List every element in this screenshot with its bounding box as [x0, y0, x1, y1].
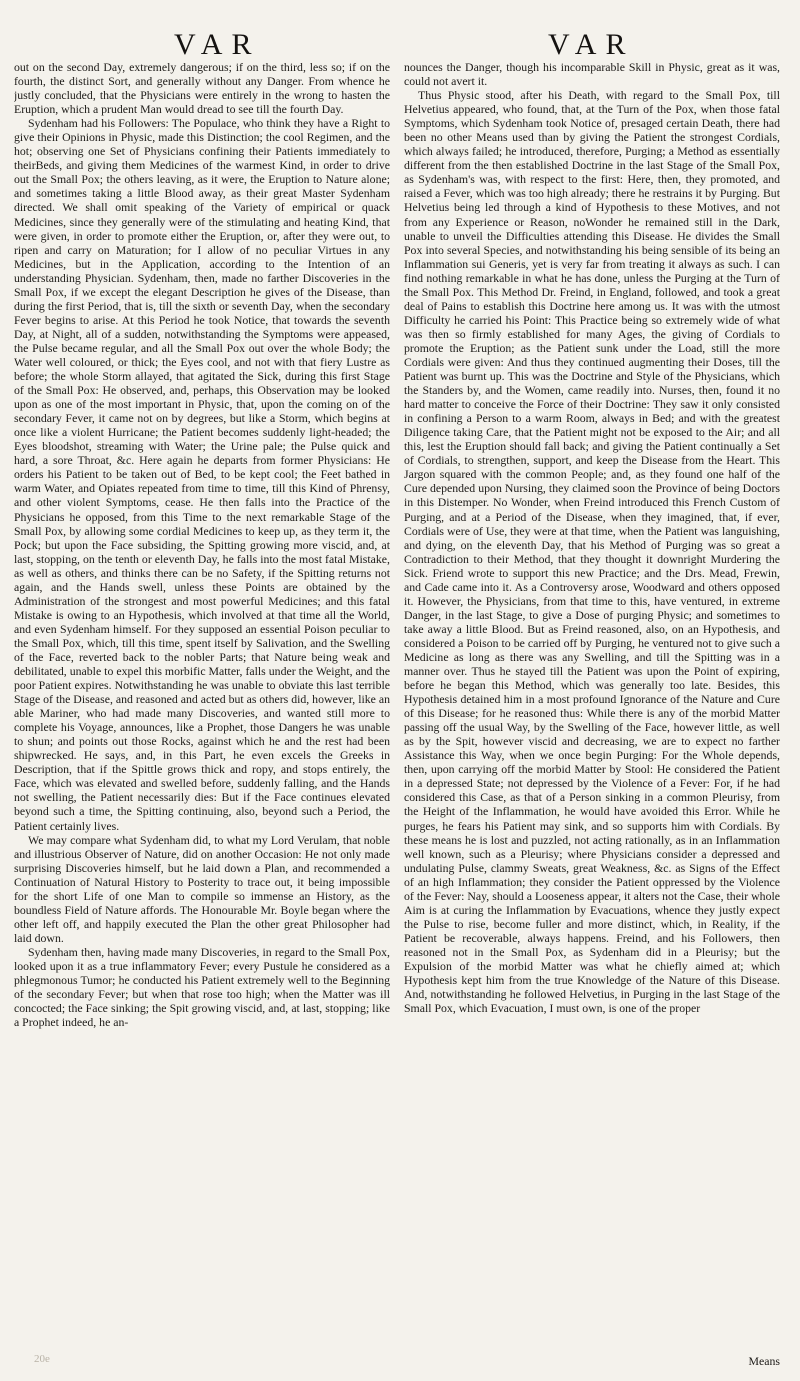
left-column — [14, 60, 390, 1360]
running-head — [14, 14, 780, 60]
paragraph: We may compare what Sydenham did, to what my Lord Verulam, that noble and illustrious Observer of Nature, did on another Occasion: He not only made surprising Discoveries himself, but he laid down a Plan, and recommended a Continuation of Natural History to Posterity to trace out, it being impossible for the short Life of one Man to compile so immense an History, as the boundless Field of Nature affords. The Honourable Mr. Boyle began where the other left off, and happily executed the Plan the other great Philosopher had laid down. — [14, 832, 390, 945]
paragraph: Sydenham had his Followers: The Populace, who think they have a Right to give their Opinions in Physic, made this Distinction; the cool Regimen, and the hot; observing one Set of Physicians confining their Patients immediately to theirBeds, and giving them Medicines of the warmest Kind, in order to drive out the Small Pox; the others leaving, as it were, the Eruption to Nature alone; and sometimes taking a little Blood away, as their great Master Sydenham directed. We shall omit speaking of the Variety of empirical or quack Medicines, since they generally were of the stimulating and heating Kind, that were given, in order to promote either the Eruption, or, after they were out, to ripen and carry on Maturation; for I allow of no peculiar Virtues in any Medicines, but in the Application, according to the Intention of an understanding Physician. Sydenham, then, made no farther Discoveries in the Small Pox, if we except the elegant Description he gives of the Disease, than during the first Period, that is, till the sixth or seventh Day, when the secondary Fever begins to arise. At this Period he took Notice, that towards the seventh Day, at Night, all of a sudden, notwithstanding the Symptoms were appeased, the Pulse became regular, and all the Small Pox out over the whole Body; the Water well coloured, or thick; the Eyes cool, and not with that fiery Lustre as before; the whole Storm allayed, that agitated the Sick, during this first Stage of the Small Pox: He observed, and, perhaps, this Observation may be looked upon as one of the most important in Physic, that, upon the coming on of the secondary Fever, it came not on by degrees, but like a Storm, which begins at once like a violent Hurricane; the Patient becomes suddenly light-headed; the Eyes bloodshot, streaming with Water; the Urine pale; the Pulse quick and hard, a sore Throat, &c. Here again he departs from former Physicians: He orders his Patient to be taken out of Bed, to be kept cool; the Feet bathed in warm Water, and Opiates repeated from time to time, till this Kind of Phrensy, and other violent Symptoms, cease. He then falls into the Practice of the Physicians he opposed, from this Time to the next remarkable Stage of the Small Pox, by allowing some cordial Medicines to keep up, as they term it, the Pock; but upon the Face subsiding, the Spitting growing more viscid, and, at last, stopping, on the tenth or eleventh Day, he falls into the most fatal Mistake, as well as others, and thinks there can be no Safety, if the Spitting returns not again, and the Hands swell, unless these Points are obtained by the Administration of the strongest and most powerful Medicines; and this fatal Mistake is owing to an Hypothesis, which involved at that time all the World, and even Sydenham himself. For they supposed an essential Poison peculiar to the Small Pox, which, till this time, spent itself by Salivation, and the Swelling of the Face, reverted back to the nobler Parts; that Nature being weak and debilitated, unable to expel this morbific Matter, falls under the Weight, and the poor Patient expires. Notwithstanding he was unable to obviate this last terrible Stage of the Disease, and reasoned and acted but as others did, however, like an able Mariner, who had made many Discoveries, and wanted still more to complete his Voyage, announces, like a Prophet, those Dangers he was unable to shun; and points out those Rocks, against which he and the rest had been shipwrecked. He says, and, in this Part, he even excels the Greeks in Description, that if the Spittle grows thick and ropy, and stops entirely, the Face, which was elevated and swelled before, suddenly falling, and the Hands not swelling, the Patient necessarily dies: But if the Face continues elevated beyond such a time, the Spitting continuing, also, beyond such a Period, the Patient certainly lives. — [14, 116, 390, 833]
right-column — [404, 60, 780, 1360]
signature-mark: 20e — [34, 1353, 50, 1365]
running-head-left: VAR — [174, 28, 261, 61]
text-columns — [14, 60, 780, 1360]
running-head-right: VAR — [548, 28, 635, 61]
paragraph: Sydenham then, having made many Discoveries, in regard to the Small Pox, looked upon it as a true inflammatory Fever; every Pustule he considered as a phlegmonous Tumor; he conducted his Patient extremely well to the Beginning of the secondary Fever; but when that rose too high; when the Matter was ill concocted; the Face sinking; the Spit growing viscid, and, at last, stopping; like a Prophet indeed, he an- — [14, 944, 390, 1030]
paragraph: Thus Physic stood, after his Death, with regard to the Small Pox, till Helvetius appeared, who found, that, at the Turn of the Pox, when those fatal Symptoms, which Sydenham took Notice of, presaged certain Death, there had been no other Means used than by giving the Patient the strongest Cordials, which always failed; he introduced, therefore, Purging; a Method as essentially different from the then established Doctrine in the last Stage of the Small Pox, as Sydenham's was, with respect to the first: Here, then, they promoted, and raised a Fever, which was too high already; there he restrains it by Purging. But Helvetius being led through a kind of Hypothesis to these Motives, and not from any Experience or Reason, noWonder he remained still in the Dark, unable to unveil the Difficulties attending this Disease. He divides the Small Pox into several Species, and notwithstanding his being sensible of its being an Inflammation sui Generis, yet is very far from treating it always as such. I can find nothing remarkable in what he has done, unless the Purging at the Turn of the Small Pox. This Method Dr. Freind, in England, followed, and took a great deal of Pains to establish this Doctrine here among us. It was with the utmost Difficulty he carried his Point: This Practice being so extremely wide of what was then so firmly established for many Ages, the giving of Cordials to promote the Eruption; as the Patient sunk under the Load, still the more Cordials were given: And thus they continued augmenting their Doses, till the Patient was burnt up. This was the Doctrine and Style of the Physicians, which the Standers by, and the Women, came readily into. Nurses, then, found it no hard matter to conceive the Force of their Doctrine: They saw it only consisted in confining a Person to a warm Room, always in Bed; and with the greatest Diligence taking Care, that the Patient might not be exposed to the Air; and all this, lest the Eruption should fall back; and giving the Patient continually a Set of Cordials, to strengthen, support, and keep the Disease from the Heart. This Jargon squared with the common People; and, as they found one half of the Cure depended upon Nursing, they claimed soon the Province of being Doctors in this Distemper. No Wonder, when Freind introduced this French Custom of Purging, and at a Period of the Disease, when they imagined, that, if ever, Cordials were of Use, they were at that time, when the Patient was languishing, and dying, on the eleventh Day, that his Method of Purging was so great a Contradiction to their Method, that they thought it downright Murdering the Sick. Friend wrote to support this new Practice; and the Drs. Mead, Frewin, and Cade came into it. As a Controversy arose, Woodward and others opposed it. However, the Physicians, from that time to this, have ventured, in extreme Danger, in the last Stage, to give a Dose of purging Physic; and sometimes to take away a little Blood. But as Freind reasoned, also, on an Hypothesis, and considered a Poison to be carried off by Purging, he ventured not to give such a Medicine as long as there was any Swelling, and till the Spitting was in a manner over. Thus he stayed till the Patient was upon the Point of expiring, before he began this Method, which was generally too late. Besides, this Hypothesis detained him in a most profound Ignorance of the Nature and Cure of this Disease; for he reasoned thus: While there is any of the morbid Matter passing off the usual Way, by the Swelling of the Face, however little, as well as by the Spit, however viscid and decreasing, we are to expect no farther Assistance this Way, when we once begin Purging: For the Whole depends, then, upon carrying off the morbid Matter by Stool: He considered the Patient in a depressed State; not depressed by the Violence of a Fever: For, if he had considered this Case, as that of a Person sinking in a common Pleurisy, from the Height of the Inflammation, he would have avoided this Error. While he purges, he fears his Patient may sink, and so supports him with Cordials. By these means he is lost and puzzled, not acting rationally, as in an Inflammation well known, such as a Pleurisy; where Physicians consider a depressed and undulating Pulse, clammy Sweats, great Weakness, &c. as Signs of the Effect of an high Inflammation; they consider the Patient oppressed by the Violence of the Fever: Nay, should a Looseness appear, it alters not the Case, their whole Aim is at curing the Inflammation by Evacuations, whence they justly expect the Pulse to rise, become fuller and more distinct, which, in Reality, if the Patient be recoverable, always happens. Freind, and his Followers, then reasoned not in the Small Pox, as Sydenham did in a Pleurisy; but the Expulsion of the morbid Matter was what he chiefly aimed at; which Hypothesis kept him from the true Knowledge of the Nature of this Disease. And, notwithstanding he followed Helvetius, in Purging in the last Stage of the Small Pox, which Evacuation, I must own, is one of the proper — [404, 88, 780, 1016]
catchword: Means — [748, 1354, 780, 1368]
paragraph: nounces the Danger, though his incomparable Skill in Physic, great as it was, could not avert it. — [404, 60, 780, 89]
paragraph: out on the second Day, extremely dangerous; if on the third, less so; if on the fourth, the distinct Sort, and generally without any Danger. From whence he justly concluded, that the Physicians were entirely in the wrong to hasten the Eruption, which a prudent Man would dread to see till the fourth Day. — [14, 60, 390, 117]
